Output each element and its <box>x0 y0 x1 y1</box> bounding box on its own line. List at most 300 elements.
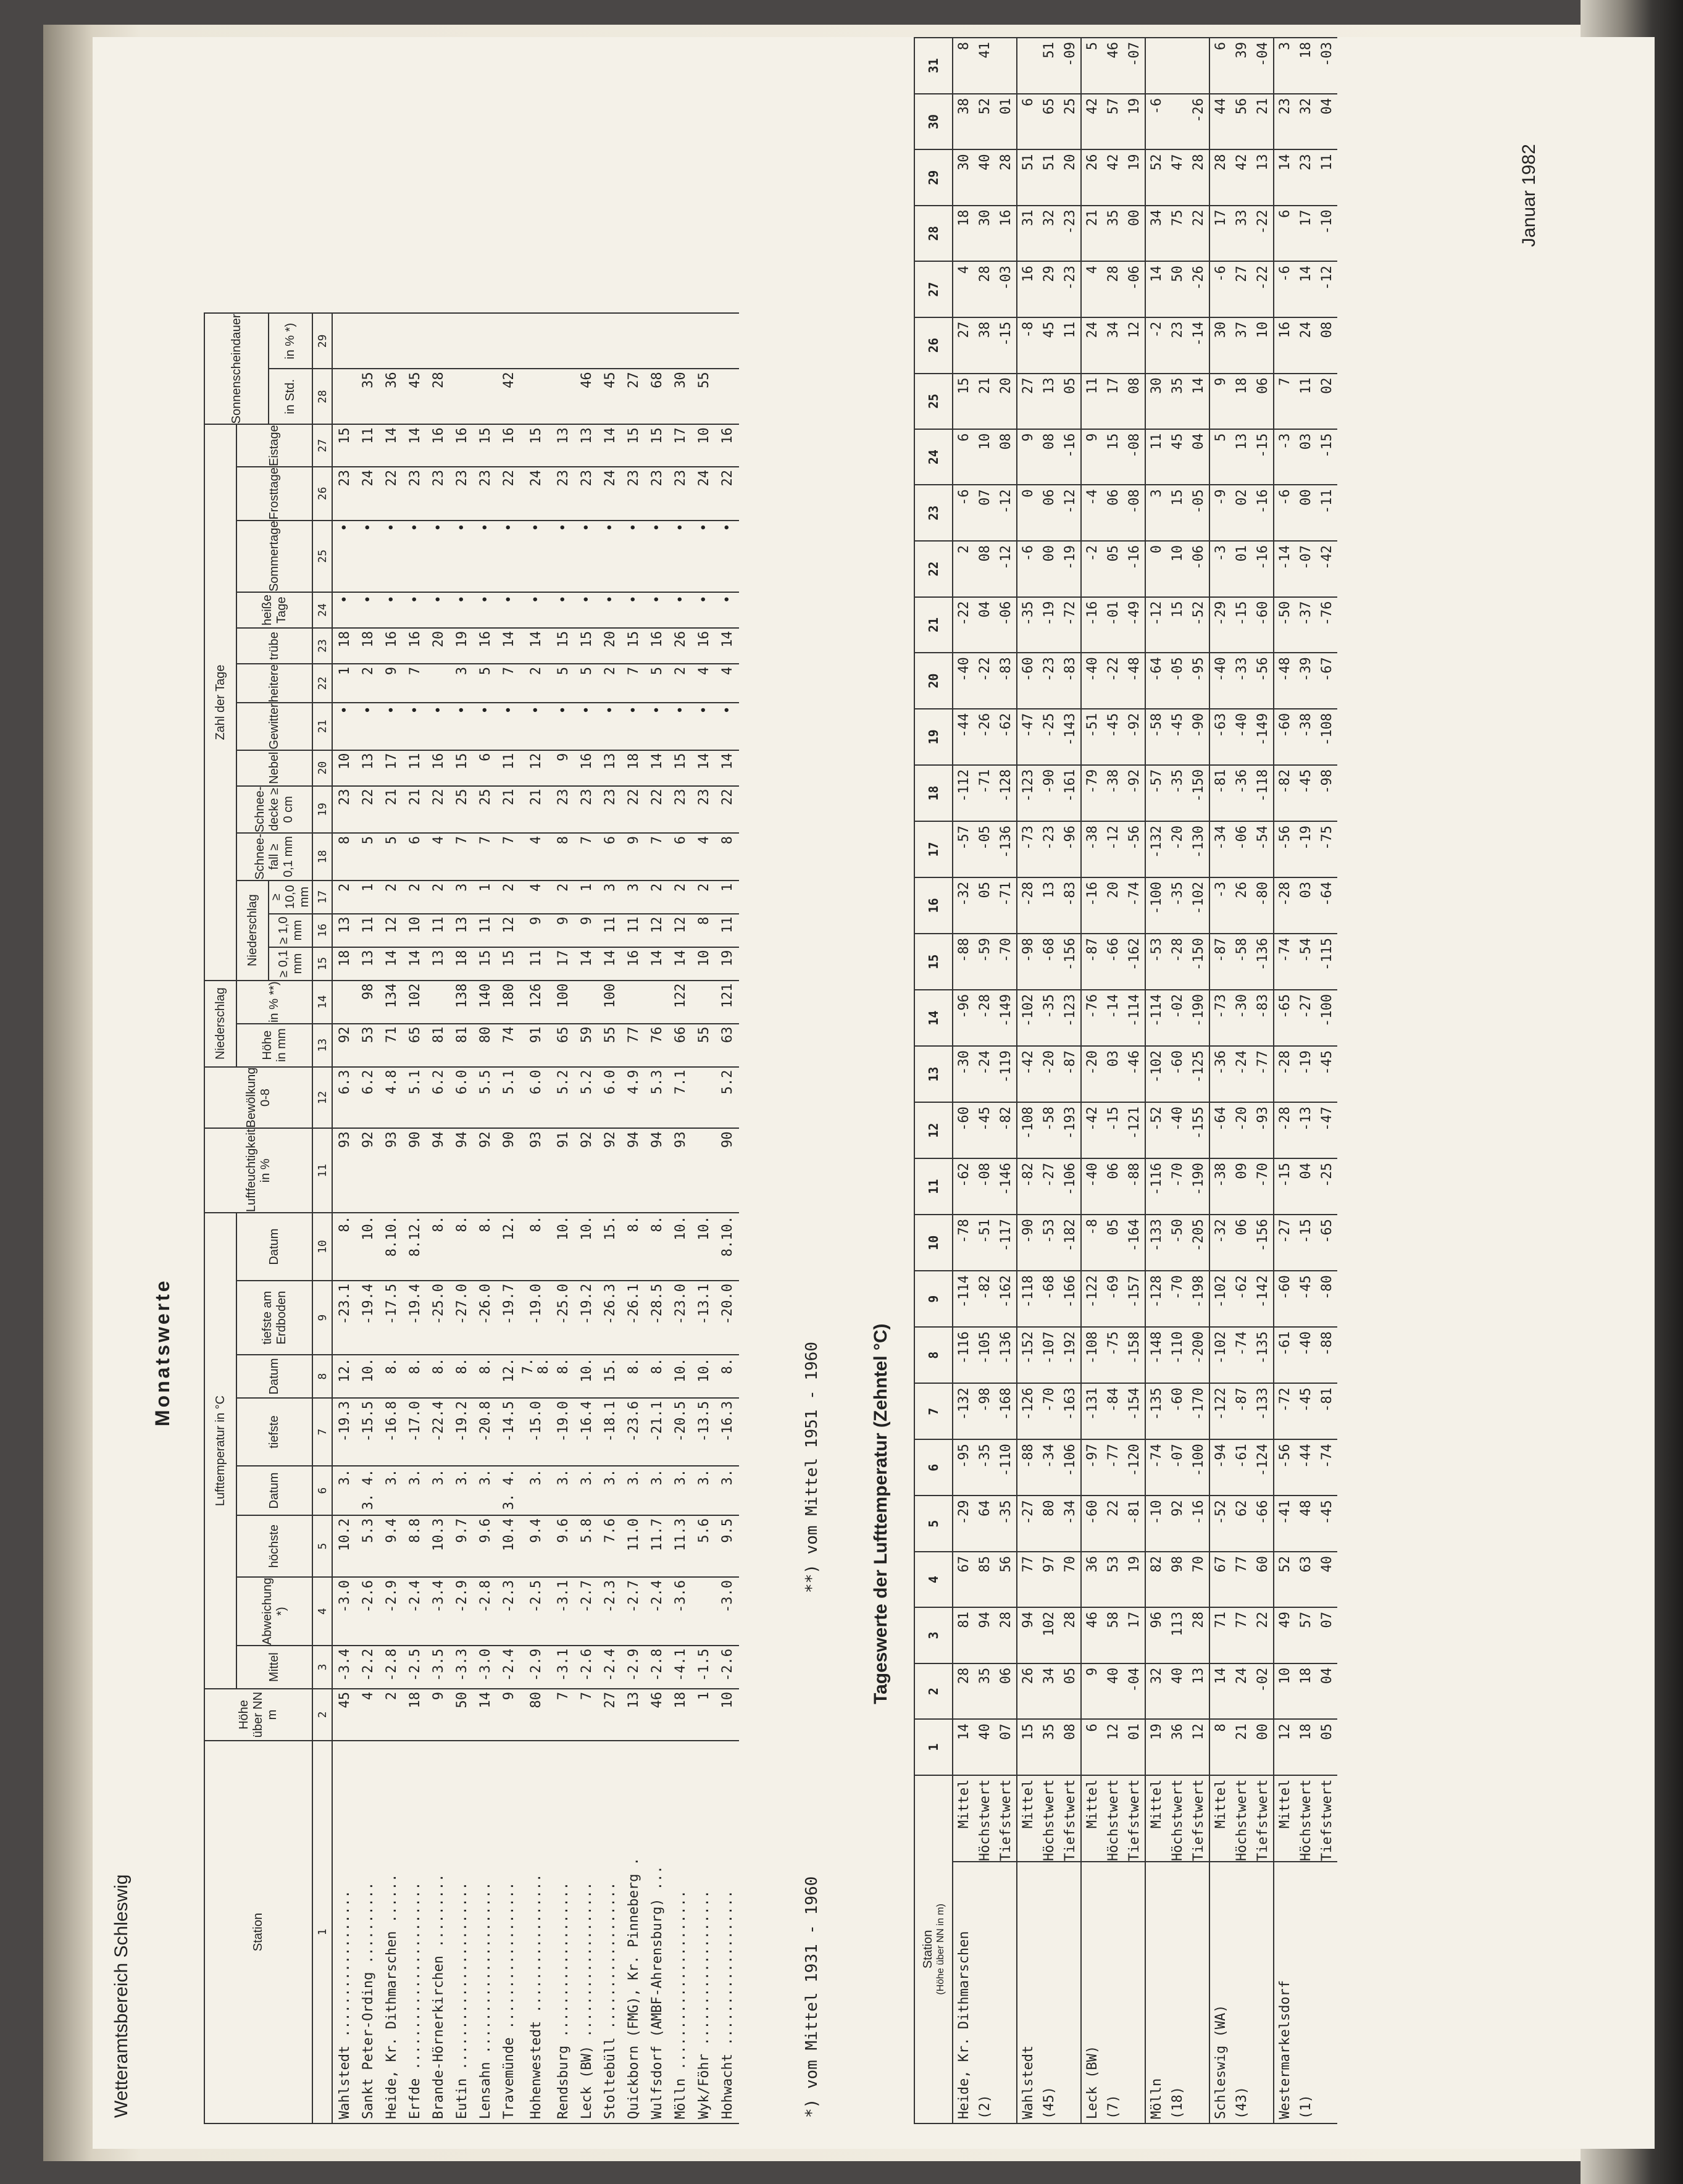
cell-value: 18 <box>332 947 356 981</box>
cell-value: -10 <box>1145 1496 1167 1552</box>
cell-value: 10 <box>692 424 716 467</box>
cell-value: 2 <box>669 881 692 914</box>
cell-value: • <box>716 703 739 750</box>
cell-value: 7.1 <box>669 1067 692 1129</box>
cell-value: 57 <box>1103 94 1124 150</box>
station-name: (7) <box>1103 1862 1124 2123</box>
col-truebe: trübe <box>236 628 312 664</box>
cell-value: -11 <box>1316 485 1337 541</box>
station-name: Brande-Hörnerkirchen ......... <box>427 1741 450 2123</box>
day-number: 23 <box>914 485 953 541</box>
cell-value: -67 <box>1316 653 1337 709</box>
cell-value: 23 <box>1167 317 1188 374</box>
cell-value: -24 <box>1231 1046 1252 1102</box>
cell-value: -83 <box>1252 990 1274 1046</box>
cell-value: -4 <box>1081 485 1103 541</box>
cell-value: 65 <box>551 1024 575 1067</box>
cell-value: -70 <box>1038 1383 1059 1439</box>
cell-value: -3 <box>1274 429 1295 485</box>
cell-value: -19 <box>1038 597 1059 653</box>
cell-value: -50 <box>1274 597 1295 653</box>
cell-value: -12 <box>1103 821 1124 877</box>
cell-value: 4 <box>1081 261 1103 317</box>
cell-value: -2 <box>1081 541 1103 597</box>
cell-value: 10. <box>551 1213 575 1281</box>
cell-value: 35 <box>1103 206 1124 262</box>
cell-value: -73 <box>1017 821 1038 877</box>
cell-value: 10 <box>403 914 427 947</box>
cell-value: -124 <box>1252 1439 1274 1496</box>
cell-value: -26 <box>1188 261 1209 317</box>
cell-value: • <box>622 703 645 750</box>
cell-value: -45 <box>1167 709 1188 765</box>
cell-value: -39 <box>1295 653 1316 709</box>
row-label: Mittel <box>953 1775 974 1862</box>
cell-value: -07 <box>1295 541 1316 597</box>
cell-value: 16 <box>645 628 669 664</box>
cell-value: -19.4 <box>403 1281 427 1355</box>
cell-value: 6.0 <box>450 1067 474 1129</box>
cell-value: 14 <box>474 1689 497 1741</box>
col-number: 24 <box>312 592 332 628</box>
cell-value: 2 <box>953 541 974 597</box>
cell-value: 1 <box>575 881 598 914</box>
cell-value: • <box>598 703 622 750</box>
cell-value: -16.3 <box>716 1398 739 1466</box>
cell-value: -15.0 <box>520 1398 551 1466</box>
cell-value: 2 <box>551 881 575 914</box>
cell-value: -19.7 <box>497 1281 520 1355</box>
cell-value: 20 <box>1103 877 1124 934</box>
cell-value: -04 <box>1124 1663 1145 1720</box>
cell-value: 12 <box>1103 1719 1124 1775</box>
cell-value: -122 <box>1081 1271 1103 1327</box>
cell-value: 14 <box>716 628 739 664</box>
station-header <box>914 1775 953 2123</box>
cell-value: 25 <box>474 786 497 834</box>
section-title: Monatswerte <box>151 1278 173 1426</box>
cell-value: 23 <box>332 786 356 834</box>
col-number: 18 <box>312 833 332 881</box>
cell-value: -30 <box>953 1046 974 1102</box>
col-datum-hoch: Datum <box>236 1466 312 1515</box>
cell-value: -117 <box>995 1215 1017 1271</box>
cell-value: -19 <box>1059 541 1081 597</box>
cell-value: -16 <box>1188 1496 1209 1552</box>
row-label: Tiefstwert <box>1059 1775 1081 1862</box>
cell-value: -65 <box>1316 1215 1337 1271</box>
row-label: Höchstwert <box>1038 1775 1059 1862</box>
cell-value: 28 <box>995 149 1017 205</box>
cell-value: -60 <box>1167 1046 1188 1102</box>
cell-value: • <box>380 592 403 628</box>
cell-value: 34 <box>1145 206 1167 262</box>
cell-value: -05 <box>1167 653 1188 709</box>
cell-value <box>1167 94 1188 150</box>
cell-value: -15.5 <box>356 1398 380 1466</box>
col-number: 20 <box>312 750 332 786</box>
cell-value <box>692 981 716 1024</box>
cell-value: 32 <box>1145 1663 1167 1720</box>
cell-value: 19 <box>1124 149 1145 205</box>
footnote-1: *) vom Mittel 1931 - 1960 <box>803 1876 821 2118</box>
cell-value: 46 <box>1103 38 1124 94</box>
cell-value: 23 <box>692 786 716 834</box>
cell-value: 3. <box>474 1466 497 1515</box>
cell-value: -54 <box>1252 821 1274 877</box>
cell-value: 90 <box>716 1129 739 1213</box>
cell-value: 22 <box>716 467 739 520</box>
cell-value: -72 <box>1274 1383 1295 1439</box>
cell-value: 08 <box>974 541 995 597</box>
cell-value: 9 <box>497 1689 520 1741</box>
cell-value: 11 <box>427 914 450 947</box>
cell-value: 13 <box>1188 1663 1209 1720</box>
cell-value: -164 <box>1124 1215 1145 1271</box>
cell-value: -107 <box>1038 1327 1059 1383</box>
cell-value: -34 <box>1038 1439 1059 1496</box>
col-number: 22 <box>312 664 332 703</box>
cell-value: 94 <box>1017 1607 1038 1663</box>
cell-value: 10 <box>1274 1663 1295 1720</box>
cell-value: -56 <box>1252 653 1274 709</box>
cell-value: 16 <box>692 628 716 664</box>
cell-value: -48 <box>1124 653 1145 709</box>
cell-value <box>497 313 520 369</box>
cell-value <box>645 981 669 1024</box>
cell-value: -74 <box>1145 1439 1167 1496</box>
cell-value: 44 <box>1209 94 1231 150</box>
cell-value: -62 <box>953 1158 974 1215</box>
cell-value: 06 <box>1252 374 1274 429</box>
row-label: Höchstwert <box>974 1775 995 1862</box>
col-ns-10: ≥ 1,0 mm <box>269 914 312 947</box>
cell-value: -142 <box>1252 1271 1274 1327</box>
cell-value: 26 <box>1081 149 1103 205</box>
cell-value: 28 <box>1188 149 1209 205</box>
cell-value: 7 <box>575 1689 598 1741</box>
cell-value: -51 <box>974 1215 995 1271</box>
cell-value: -88 <box>1124 1158 1145 1215</box>
station-name: Erfde ....................... <box>403 1741 427 2123</box>
cell-value: 10. <box>575 1355 598 1398</box>
cell-value: -64 <box>1316 877 1337 934</box>
cell-value: -22 <box>1252 206 1274 262</box>
cell-value: -166 <box>1059 1271 1081 1327</box>
table-row <box>427 313 450 2123</box>
cell-value: 06 <box>1038 485 1059 541</box>
cell-value: -15 <box>1252 429 1274 485</box>
cell-value: 10.4 <box>497 1515 520 1577</box>
cell-value: -2.3 <box>497 1577 520 1646</box>
cell-value: -2.7 <box>622 1577 645 1646</box>
cell-value: -78 <box>953 1215 974 1271</box>
cell-value: 138 <box>450 981 474 1024</box>
cell-value: -125 <box>1188 1046 1209 1102</box>
cell-value: -20.8 <box>474 1398 497 1466</box>
cell-value: -56 <box>1274 1439 1295 1496</box>
col-gewitter: Gewitter <box>236 703 312 750</box>
cell-value: • <box>332 703 356 750</box>
cell-value: -6 <box>1209 261 1231 317</box>
cell-value: -25.0 <box>427 1281 450 1355</box>
day-number: 10 <box>914 1215 953 1271</box>
cell-value: 11 <box>716 914 739 947</box>
cell-value: -60 <box>1274 1271 1295 1327</box>
cell-value: 15 <box>1167 597 1188 653</box>
cell-value: -74 <box>1124 877 1145 934</box>
cell-value: -149 <box>1252 709 1274 765</box>
cell-value <box>1017 38 1038 94</box>
cell-value: 4 <box>520 833 551 881</box>
cell-value: 40 <box>974 149 995 205</box>
cell-value: -118 <box>1017 1271 1038 1327</box>
cell-value: -96 <box>953 990 974 1046</box>
cell-value: -62 <box>995 709 1017 765</box>
cell-value: -05 <box>1188 485 1209 541</box>
cell-value: -45 <box>1295 1383 1316 1439</box>
cell-value: -98 <box>1017 934 1038 990</box>
day-number: 8 <box>914 1327 953 1383</box>
cell-value: • <box>450 592 474 628</box>
cell-value: 31 <box>1017 206 1038 262</box>
cell-value: -3 <box>1209 877 1231 934</box>
cell-value: 14 <box>1188 374 1209 429</box>
cell-value: 04 <box>974 597 995 653</box>
cell-value: 11 <box>356 424 380 467</box>
row-label: Höchstwert <box>1231 1775 1252 1862</box>
cell-value: -03 <box>1316 38 1337 94</box>
cell-value: -52 <box>1209 1496 1231 1552</box>
col-heisse: heiße Tage <box>236 592 312 628</box>
cell-value: 3 <box>622 881 645 914</box>
cell-value: 2 <box>427 881 450 914</box>
cell-value: 23 <box>1295 149 1316 205</box>
cell-value: -60 <box>1017 653 1038 709</box>
cell-value: -63 <box>1209 709 1231 765</box>
cell-value: 15 <box>450 750 474 786</box>
table-row <box>474 313 497 2123</box>
cell-value: -15 <box>1231 597 1252 653</box>
cell-value: -15 <box>1103 1102 1124 1158</box>
cell-value: -20 <box>1081 1046 1103 1102</box>
daily-grid <box>914 37 1337 2124</box>
cell-value: -16 <box>1059 429 1081 485</box>
cell-value: 18 <box>622 750 645 786</box>
cell-value: -38 <box>1209 1158 1231 1215</box>
station-name: Mölln <box>1145 1862 1167 2123</box>
cell-value: -205 <box>1188 1215 1209 1271</box>
cell-value: 35 <box>1038 1719 1059 1775</box>
cell-value: -28 <box>1274 877 1295 934</box>
cell-value: 6.0 <box>520 1067 551 1129</box>
cell-value: 100 <box>598 981 622 1024</box>
station-name: Wahlstedt .................. <box>332 1741 356 2123</box>
station-name: Rendsburg ................... <box>551 1741 575 2123</box>
cell-value: 55 <box>598 1024 622 1067</box>
cell-value: -81 <box>1124 1496 1145 1552</box>
cell-value: -03 <box>995 261 1017 317</box>
cell-value <box>551 313 575 369</box>
cell-value: 10. <box>692 1355 716 1398</box>
cell-value: 15 <box>1103 429 1124 485</box>
cell-value: 92 <box>575 1129 598 1213</box>
cell-value: 00 <box>1124 206 1145 262</box>
cell-value: 04 <box>1188 429 1209 485</box>
col-hoehe: Höhe über NN m <box>204 1689 312 1741</box>
cell-value: 2 <box>645 881 669 914</box>
cell-value: • <box>551 703 575 750</box>
cell-value: 41 <box>974 38 995 94</box>
cell-value: • <box>716 592 739 628</box>
cell-value: 102 <box>403 981 427 1024</box>
cell-value: • <box>692 592 716 628</box>
cell-value: 53 <box>356 1024 380 1067</box>
cell-value: • <box>427 521 450 593</box>
cell-value: 3. 4. <box>356 1466 380 1515</box>
cell-value: 13 <box>1038 877 1059 934</box>
cell-value: 56 <box>995 1552 1017 1607</box>
cell-value: 24 <box>692 467 716 520</box>
cell-value: 15 <box>474 424 497 467</box>
cell-value: 113 <box>1167 1607 1188 1663</box>
cell-value: -168 <box>995 1383 1017 1439</box>
cell-value: 10 <box>1252 317 1274 374</box>
row-label: Tiefstwert <box>995 1775 1017 1862</box>
cell-value: 8. <box>450 1213 474 1281</box>
cell-value <box>332 981 356 1024</box>
table-row <box>669 313 692 2123</box>
cell-value: 3. <box>450 1466 474 1515</box>
cell-value: 15 <box>622 424 645 467</box>
cell-value: 39 <box>1231 38 1252 94</box>
day-number: 7 <box>914 1383 953 1439</box>
cell-value: -23.1 <box>332 1281 356 1355</box>
day-number: 9 <box>914 1271 953 1327</box>
cell-value: 23 <box>474 467 497 520</box>
cell-value: -23 <box>1038 821 1059 877</box>
cell-value: 8. <box>551 1355 575 1398</box>
cell-value: 7 <box>403 664 427 703</box>
table-row <box>622 313 645 2123</box>
cell-value: 15 <box>474 947 497 981</box>
cell-value: 22 <box>497 467 520 520</box>
cell-value: 5 <box>645 664 669 703</box>
cell-value: 3 <box>450 881 474 914</box>
cell-value: 8. <box>622 1355 645 1398</box>
cell-value <box>1145 38 1167 94</box>
cell-value: 49 <box>1274 1607 1295 1663</box>
cell-value: 5.3 <box>356 1515 380 1577</box>
cell-value: 21 <box>520 786 551 834</box>
cell-value: 91 <box>551 1129 575 1213</box>
cell-value: 2 <box>520 664 551 703</box>
cell-value: 05 <box>1103 1215 1124 1271</box>
cell-value: • <box>575 521 598 593</box>
cell-value: 02 <box>1231 485 1252 541</box>
daily-row <box>1295 38 1316 2123</box>
daily-title: Tageswerte der Lufttemperatur (Zehntel °C) <box>871 1323 891 1704</box>
cell-value: 81 <box>450 1024 474 1067</box>
cell-value: • <box>332 521 356 593</box>
station-name: (45) <box>1038 1862 1059 2123</box>
cell-value: 16 <box>575 750 598 786</box>
cell-value: 12 <box>1124 317 1145 374</box>
cell-value: -70 <box>1167 1271 1188 1327</box>
daily-row <box>1231 38 1252 2123</box>
cell-value: 8 <box>953 38 974 94</box>
cell-value <box>995 38 1017 94</box>
day-number: 18 <box>914 765 953 821</box>
cell-value: -112 <box>953 765 974 821</box>
cell-value: -2.3 <box>598 1577 622 1646</box>
cell-value: 17 <box>1124 1607 1145 1663</box>
cell-value: • <box>497 521 520 593</box>
row-label: Tiefstwert <box>1124 1775 1145 1862</box>
col-zahl-der-tage: Zahl der Tage <box>204 424 236 980</box>
cell-value: 20 <box>598 628 622 664</box>
cell-value: 6.2 <box>427 1067 450 1129</box>
cell-value: 21 <box>497 786 520 834</box>
cell-value: -108 <box>1316 709 1337 765</box>
cell-value: -14 <box>1274 541 1295 597</box>
rotated-content <box>93 37 1655 2149</box>
cell-value: -08 <box>974 1158 995 1215</box>
cell-value <box>356 313 380 369</box>
cell-value: 14 <box>692 750 716 786</box>
cell-value: 14 <box>575 947 598 981</box>
row-label: Mittel <box>1145 1775 1167 1862</box>
cell-value: -93 <box>1252 1102 1274 1158</box>
day-number: 16 <box>914 877 953 934</box>
cell-value: • <box>598 592 622 628</box>
cell-value: -80 <box>1252 877 1274 934</box>
col-ns-01: ≥ 0,1 mm <box>269 947 312 981</box>
cell-value: 8. <box>622 1213 645 1281</box>
cell-value: • <box>669 703 692 750</box>
cell-value: 57 <box>1295 1607 1316 1663</box>
cell-value: • <box>622 521 645 593</box>
cell-value: -50 <box>1167 1215 1188 1271</box>
cell-value: 12. <box>332 1355 356 1398</box>
cell-value: 18 <box>1295 1663 1316 1720</box>
day-number: 12 <box>914 1102 953 1158</box>
day-number: 30 <box>914 94 953 150</box>
period-label: Januar 1982 <box>1519 144 1539 247</box>
cell-value: 08 <box>995 429 1017 485</box>
cell-value: 28 <box>427 369 450 424</box>
cell-value <box>575 981 598 1024</box>
cell-value: -27 <box>1017 1496 1038 1552</box>
col-ns-hoehe: Höhe in mm <box>236 1024 312 1067</box>
cell-value: -70 <box>1167 1158 1188 1215</box>
cell-value: -76 <box>1081 990 1103 1046</box>
cell-value: 11 <box>520 947 551 981</box>
cell-value: 50 <box>1167 261 1188 317</box>
cell-value: 14 <box>1295 261 1316 317</box>
cell-value: -6 <box>1145 94 1167 150</box>
cell-value: -32 <box>1209 1215 1231 1271</box>
station-name <box>1188 1862 1209 2123</box>
cell-value: -06 <box>995 597 1017 653</box>
cell-value: 10. <box>692 1213 716 1281</box>
cell-value: 21 <box>1081 206 1103 262</box>
cell-value: -40 <box>1231 709 1252 765</box>
cell-value: -83 <box>1059 653 1081 709</box>
cell-value: 51 <box>1017 149 1038 205</box>
cell-value: 50 <box>450 1689 474 1741</box>
cell-value: 9 <box>380 664 403 703</box>
